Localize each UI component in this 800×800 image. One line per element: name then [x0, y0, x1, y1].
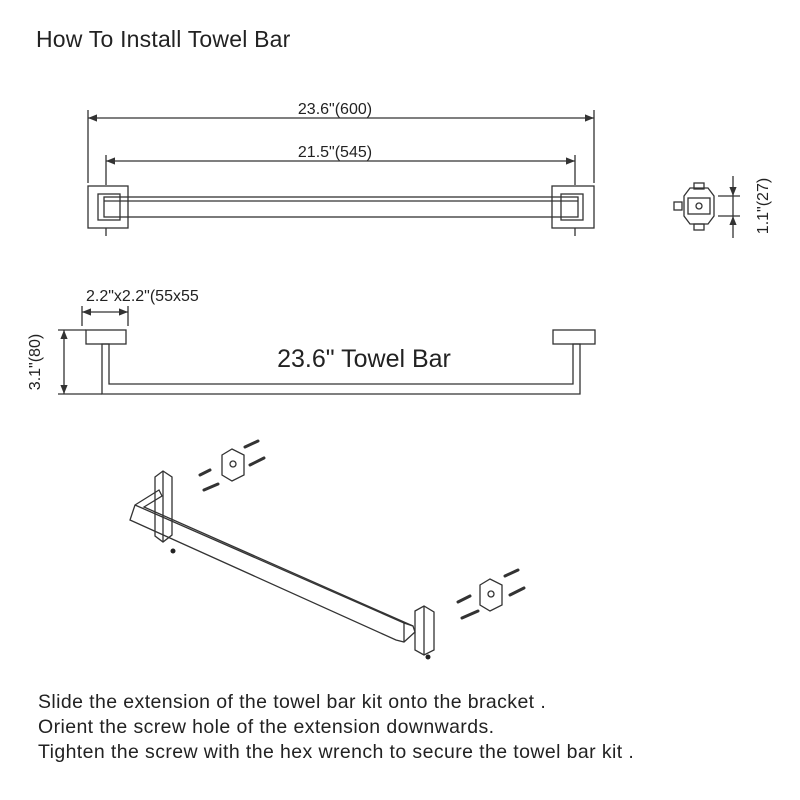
left-wall-plate [86, 330, 126, 344]
left-screw-hole-dot [171, 549, 176, 554]
instruction-line: Orient the screw hole of the extension downwards. [38, 716, 495, 738]
bar-length-label: 21.5"(545) [297, 144, 373, 161]
instructions [38, 690, 634, 765]
left-bracket [222, 449, 244, 481]
right-screw-hole-dot [426, 655, 431, 660]
right-wall-plate [553, 330, 595, 344]
perspective-view [130, 441, 524, 655]
instruction-line: Slide the extension of the towel bar kit onto the bracket . [38, 691, 547, 713]
bar-top [104, 197, 578, 217]
right-bracket [480, 579, 502, 611]
bracket-side-view [674, 176, 740, 238]
left-base-top [88, 186, 128, 228]
page-title: How To Install Towel Bar [36, 26, 291, 52]
bracket-depth-label: 1.1"(27) [755, 177, 772, 235]
projection-label: 3.1"(80) [27, 333, 44, 391]
top-view [88, 110, 594, 236]
product-label: 23.6" Towel Bar [277, 345, 451, 373]
right-base-top [552, 186, 594, 228]
overall-length-label: 23.6"(600) [297, 101, 373, 118]
base-size-label: 2.2"x2.2"(55x55 [86, 288, 199, 305]
instruction-line: Tighten the screw with the hex wrench to secure the towel bar kit . [38, 741, 635, 763]
